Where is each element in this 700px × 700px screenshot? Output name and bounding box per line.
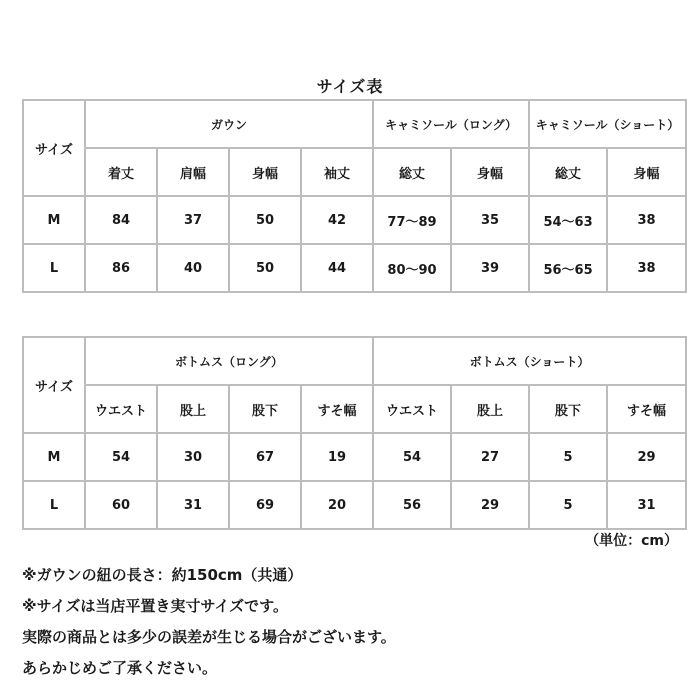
table-cell: 19: [301, 433, 373, 481]
group-header-bottoms-long: ボトムス（ロング）: [85, 337, 373, 385]
column-header: 袖丈: [301, 148, 373, 196]
page-title: サイズ表: [316, 77, 384, 96]
table-cell: 38: [607, 244, 686, 292]
table-row: [23, 196, 686, 244]
column-header: ウエスト: [373, 385, 451, 433]
column-header: 身幅: [607, 148, 686, 196]
table-cell: 54: [85, 433, 157, 481]
notes: [22, 560, 682, 684]
column-header: 身幅: [229, 148, 301, 196]
column-header: 身幅: [451, 148, 529, 196]
table-cell: 35: [451, 196, 529, 244]
size-header: サイズ: [23, 100, 85, 196]
column-header: 着丈: [85, 148, 157, 196]
table-cell: 44: [301, 244, 373, 292]
size-table-bottoms: [22, 336, 687, 530]
table-cell: 5: [529, 481, 607, 529]
table-cell: 67: [229, 433, 301, 481]
group-header-gown: ガウン: [85, 100, 373, 148]
table-cell: 69: [229, 481, 301, 529]
note-line: ※ガウンの紐の長さ：約150cm（共通）: [22, 566, 303, 584]
table-cell: 5: [529, 433, 607, 481]
table-cell: 50: [229, 196, 301, 244]
size-header: サイズ: [23, 337, 85, 433]
row-size-label: L: [23, 244, 85, 292]
table-cell: 30: [157, 433, 229, 481]
column-header: すそ幅: [301, 385, 373, 433]
group-header-bottoms-short: ボトムス（ショート）: [373, 337, 686, 385]
table-cell: 80～90: [373, 244, 451, 292]
group-header-camisole-short: キャミソール（ショート）: [529, 100, 686, 148]
row-size-label: L: [23, 481, 85, 529]
table-cell: 56～65: [529, 244, 607, 292]
table-row: [23, 481, 686, 529]
table-cell: 42: [301, 196, 373, 244]
table-cell: 40: [157, 244, 229, 292]
column-header: すそ幅: [607, 385, 686, 433]
size-table-tops: [22, 99, 687, 293]
table-cell: 54～63: [529, 196, 607, 244]
note-line: 実際の商品とは多少の誤差が生じる場合がございます。: [22, 628, 396, 646]
column-header: 総丈: [373, 148, 451, 196]
column-header: 股下: [529, 385, 607, 433]
column-header: 股下: [229, 385, 301, 433]
column-header: 総丈: [529, 148, 607, 196]
note-line: ※サイズは当店平置き実寸サイズです。: [22, 597, 288, 615]
table-cell: 20: [301, 481, 373, 529]
table-cell: 31: [157, 481, 229, 529]
table-cell: 77～89: [373, 196, 451, 244]
unit-label: （単位：cm）: [585, 533, 678, 549]
table-cell: 31: [607, 481, 686, 529]
table-cell: 27: [451, 433, 529, 481]
group-header-camisole-long: キャミソール（ロング）: [373, 100, 529, 148]
table-cell: 50: [229, 244, 301, 292]
table-cell: 56: [373, 481, 451, 529]
row-size-label: M: [23, 433, 85, 481]
table-cell: 39: [451, 244, 529, 292]
table-cell: 29: [607, 433, 686, 481]
table-cell: 84: [85, 196, 157, 244]
column-header: ウエスト: [85, 385, 157, 433]
column-header: 股上: [157, 385, 229, 433]
table-cell: 37: [157, 196, 229, 244]
table-cell: 86: [85, 244, 157, 292]
note-line: あらかじめご了承ください。: [22, 659, 218, 677]
row-size-label: M: [23, 196, 85, 244]
table-cell: 60: [85, 481, 157, 529]
column-header: 股上: [451, 385, 529, 433]
table-row: [23, 244, 686, 292]
table-cell: 38: [607, 196, 686, 244]
table-cell: 29: [451, 481, 529, 529]
table-row: [23, 433, 686, 481]
table-cell: 54: [373, 433, 451, 481]
column-header: 肩幅: [157, 148, 229, 196]
